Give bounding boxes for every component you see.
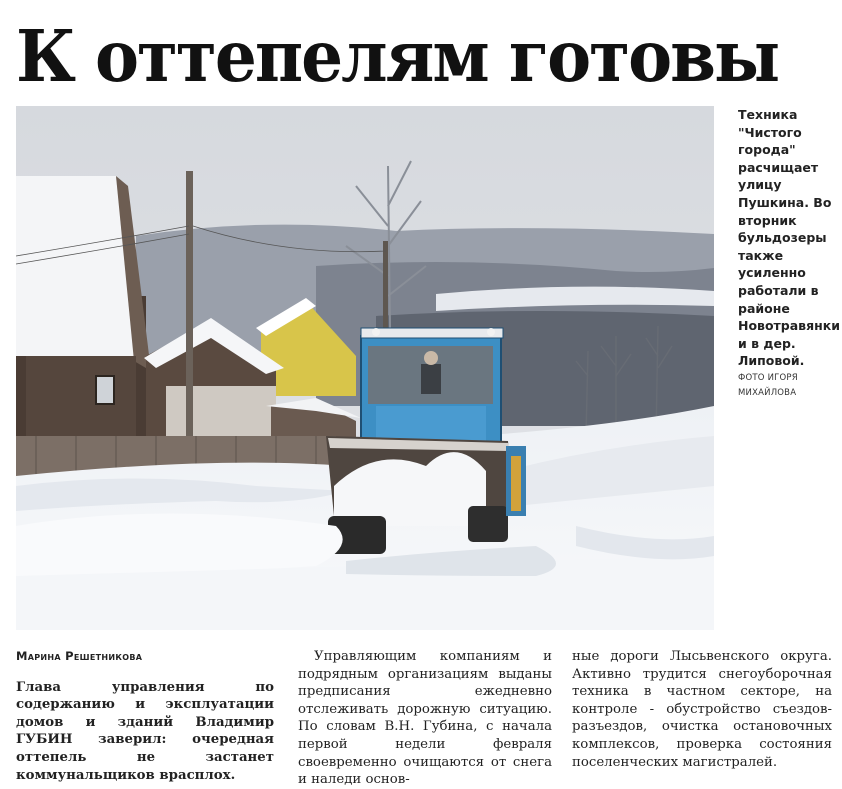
news-photo xyxy=(16,106,714,630)
photo-caption xyxy=(738,106,838,401)
caption-text: Техника "Чистого города" расчищает улицу Пушкина. Во вторник бульдозеры также усиленно работали в районе Новотравянки и в дер. Липовой. xyxy=(738,107,840,369)
article-column-1 xyxy=(16,648,274,784)
headline: К оттепелям готовы xyxy=(16,13,779,99)
photo-credit: ФОТО ИГОРЯ МИХАЙЛОВА xyxy=(738,372,798,398)
article-lead: Глава управления по содержанию и эксплуатации домов и зданий Владимир ГУБИН заверил: очередная оттепель не застанет коммунальщиков врасплох. xyxy=(16,679,274,783)
author-byline: Марина Решетникова xyxy=(16,649,143,663)
article-column-2: Управляющим компаниям и подрядным организациям выданы предписания ежедневно отслеживать дорожную ситуацию. По словам В.Н. Губина, с начала первой недели февраля своевременно очищаются от снега и наледи основ- xyxy=(298,649,552,788)
article-column-3: ные дороги Лысьвенского округа. Активно трудится снегоуборочная техника в частном секторе, на контроле - обустройство съездов-разъездов, очистка остановочных комплексов, проверка состояния поселенческих магистралей. xyxy=(572,649,832,770)
